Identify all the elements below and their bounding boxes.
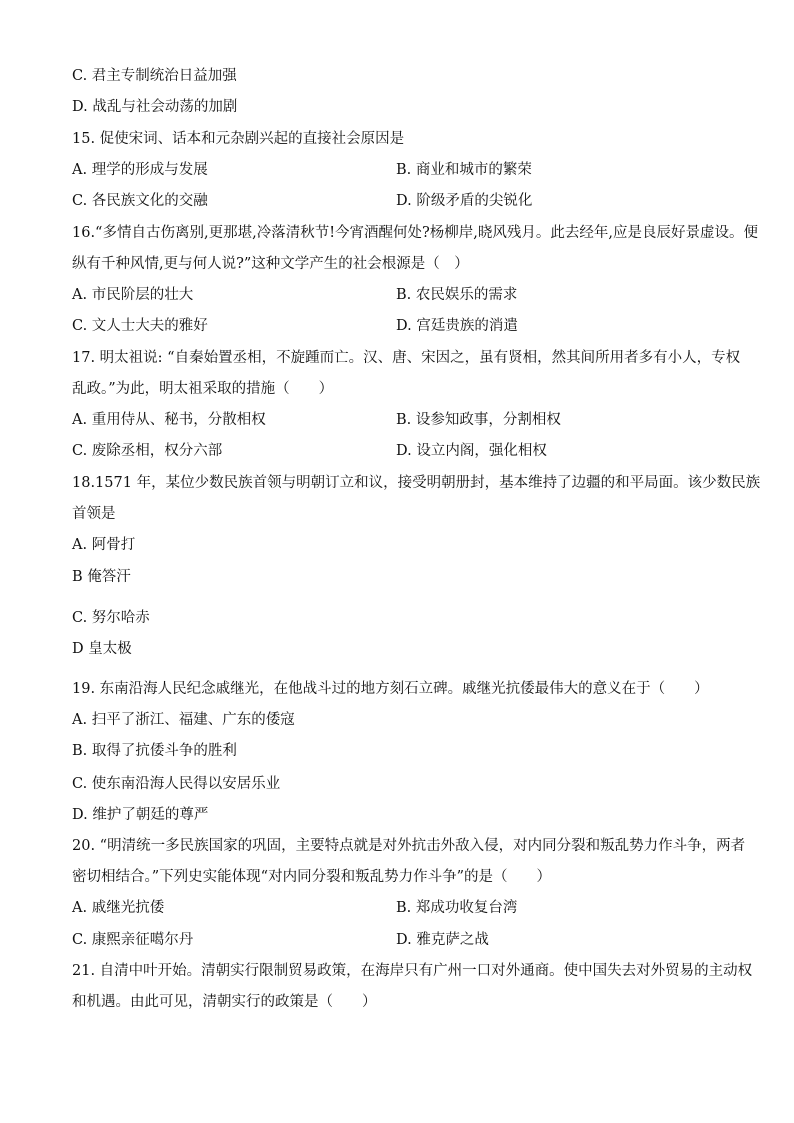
q15-option-d: D. 阶级矛盾的尖锐化 — [396, 193, 533, 209]
q19-option-d: D. 维护了朝廷的尊严 — [72, 807, 209, 823]
q19-stem: 19. 东南沿海人民纪念戚继光，在他战斗过的地方刻石立碑。戚继光抗倭最伟大的意义在于（ ） — [72, 681, 709, 697]
q15-option-b: B. 商业和城市的繁荣 — [396, 162, 532, 178]
q21-stem-line1: 21. 自清中叶开始。清朝实行限制贸易政策，在海岸只有广州一口对外通商。使中国失去对外贸易的主动权 — [72, 963, 753, 979]
q17-stem-line1: 17. 明太祖说: “自秦始置丞相，不旋踵而亡。汉、唐、宋因之，虽有贤相，然其间所用者多有小人，专权 — [72, 350, 741, 366]
q19-option-a: A. 扫平了浙江、福建、广东的倭寇 — [72, 712, 295, 728]
q16-option-c: C. 文人士大夫的雅好 — [72, 318, 208, 334]
q20-stem-line2: 密切相结合。”下列史实能体现“对内同分裂和叛乱势力作斗争”的是（ ） — [72, 869, 551, 885]
q16-option-a: A. 市民阶层的壮大 — [72, 287, 194, 303]
q18-option-d: D 皇太极 — [72, 641, 132, 657]
q14-option-d: D. 战乱与社会动荡的加剧 — [72, 99, 238, 115]
q19-option-c: C. 使东南沿海人民得以安居乐业 — [72, 776, 281, 792]
q16-option-b: B. 农民娱乐的需求 — [396, 287, 518, 303]
q18-stem-line1: 18.1571 年，某位少数民族首领与明朝订立和议，接受明朝册封，基本维持了边疆的和平局面。该少数民族 — [72, 475, 761, 491]
q16-option-d: D. 宫廷贵族的消遣 — [396, 318, 518, 334]
q20-option-b: B. 郑成功收复台湾 — [396, 900, 518, 916]
q15-stem: 15. 促使宋词、话本和元杂剧兴起的直接社会原因是 — [72, 131, 405, 147]
q17-option-b: B. 设参知政事，分割相权 — [396, 412, 561, 428]
q20-option-c: C. 康熙亲征噶尔丹 — [72, 932, 194, 948]
q20-option-a: A. 戚继光抗倭 — [72, 900, 165, 916]
q15-option-a: A. 理学的形成与发展 — [72, 162, 208, 178]
q17-option-d: D. 设立内阁，强化相权 — [396, 443, 547, 459]
q20-stem-line1: 20. “明清统一多民族国家的巩固，主要特点就是对外抗击外敌入侵，对内同分裂和叛乱势力作斗争，两者 — [72, 838, 746, 854]
q21-stem-line2: 和机遇。由此可见，清朝实行的政策是（ ） — [72, 994, 377, 1010]
q18-option-c: C. 努尔哈赤 — [72, 610, 150, 626]
q15-option-c: C. 各民族文化的交融 — [72, 193, 208, 209]
q16-stem-line2: 纵有千种风情,更与何人说?”这种文学产生的社会根源是（ ） — [72, 256, 469, 272]
q17-option-a: A. 重用侍从、秘书，分散相权 — [72, 412, 266, 428]
q18-option-b: B 俺答汗 — [72, 569, 131, 585]
q16-stem-line1: 16.“多情自古伤离别,更那堪,冷落清秋节!今宵酒醒何处?杨柳岸,晓风残月。此去经年,应是良辰好景虚设。便 — [72, 225, 759, 241]
q20-option-d: D. 雅克萨之战 — [396, 932, 489, 948]
q18-stem-line2: 首领是 — [72, 506, 116, 522]
q14-option-c: C. 君主专制统治日益加强 — [72, 68, 237, 84]
q17-option-c: C. 废除丞相，权分六部 — [72, 443, 223, 459]
q18-option-a: A. 阿骨打 — [72, 537, 136, 553]
q17-stem-line2: 乱政。”为此，明太祖采取的措施（ ） — [72, 381, 334, 397]
q19-option-b: B. 取得了抗倭斗争的胜利 — [72, 743, 237, 759]
